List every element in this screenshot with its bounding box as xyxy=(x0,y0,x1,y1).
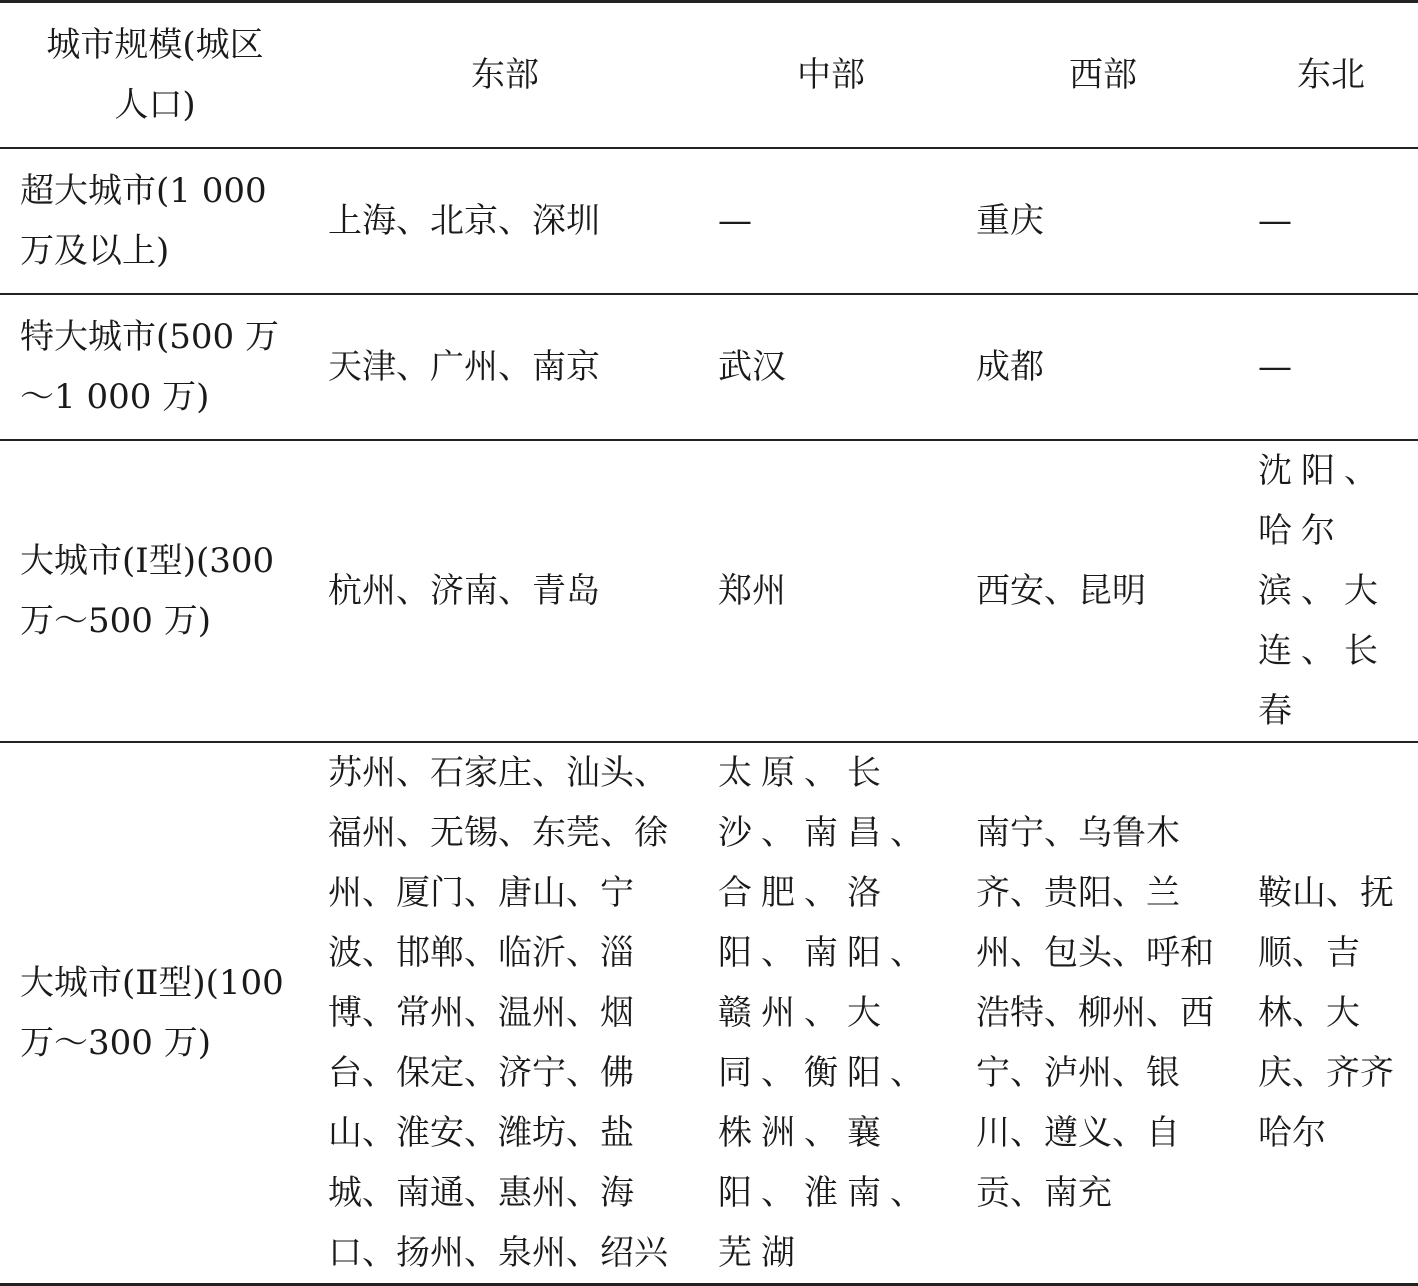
header-central: 中部 xyxy=(797,54,865,95)
cell-city-size: 大城市(Ⅱ型)(100 万～300 万) xyxy=(20,962,284,1063)
cell-central: 郑州 xyxy=(718,570,786,611)
cell-west: 重庆 xyxy=(976,200,1044,241)
header-east: 东部 xyxy=(471,54,539,95)
cell-northeast: — xyxy=(1258,346,1292,387)
cell-central: — xyxy=(718,200,752,241)
table-row xyxy=(0,742,1418,1285)
cell-west: 南宁、乌鲁木齐、贵阳、兰州、包头、呼和浩特、柳州、西宁、泸州、银川、遵义、自贡、南充 xyxy=(976,812,1214,1213)
cell-east: 天津、广州、南京 xyxy=(328,346,600,387)
table-row xyxy=(0,294,1418,440)
cell-city-size: 特大城市(500 万～1 000 万) xyxy=(20,316,279,417)
cell-east: 杭州、济南、青岛 xyxy=(328,570,600,611)
cell-west: 成都 xyxy=(976,346,1044,387)
cell-east: 上海、北京、深圳 xyxy=(328,200,600,241)
table-row xyxy=(0,440,1418,742)
header-city-size: 城市规模(城区人口) xyxy=(46,24,264,125)
header-northeast: 东北 xyxy=(1297,54,1365,95)
cell-northeast: — xyxy=(1258,200,1292,241)
cell-city-size: 超大城市(1 000 万及以上) xyxy=(20,170,267,271)
cell-central: 武汉 xyxy=(718,346,786,387)
header-west: 西部 xyxy=(1069,54,1137,95)
cell-central: 太原、长沙、南昌、合肥、洛阳、南阳、赣州、大同、衡阳、株洲、襄阳、淮南、芜湖 xyxy=(718,752,933,1273)
cell-west: 西安、昆明 xyxy=(976,570,1146,611)
header-row xyxy=(0,2,1418,148)
cell-east: 苏州、石家庄、汕头、福州、无锡、东莞、徐州、厦门、唐山、宁波、邯郸、临沂、淄博、常州、温州、烟台、保定、济宁、佛山、淮安、潍坊、盐城、南通、惠州、海口、扬州、泉州、绍兴 xyxy=(328,752,668,1273)
table-body xyxy=(0,148,1418,1285)
cell-city-size: 大城市(Ⅰ型)(300 万～500 万) xyxy=(20,540,275,641)
table-row xyxy=(0,148,1418,294)
cell-northeast: 沈阳、哈尔滨、大连、长春 xyxy=(1258,450,1387,731)
table-header xyxy=(0,2,1418,148)
cell-northeast: 鞍山、抚顺、吉林、大庆、齐齐哈尔 xyxy=(1258,872,1394,1153)
